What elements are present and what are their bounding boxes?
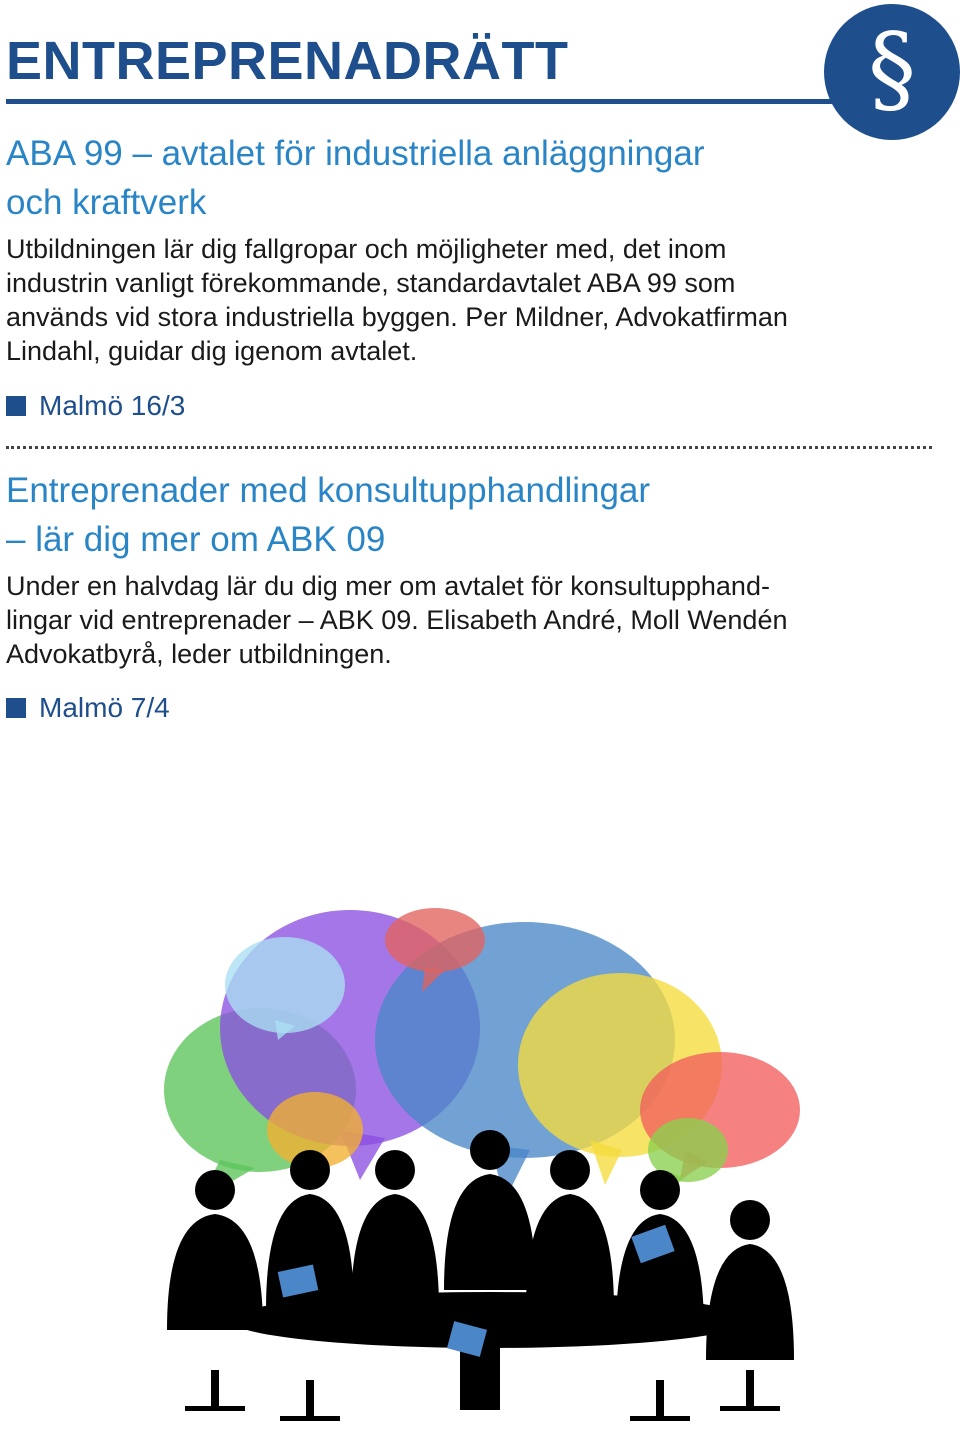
- paragraph-section-icon: [824, 4, 960, 140]
- course-description-abk09: [6, 569, 936, 671]
- course-title-line: och kraftverk: [6, 183, 207, 222]
- person-body: [706, 1244, 794, 1360]
- course-date-text: Malmö 7/4: [39, 692, 170, 723]
- speech-bubble: [385, 908, 485, 972]
- chair-stem: [656, 1380, 664, 1420]
- person-head: [290, 1150, 330, 1190]
- person-head: [195, 1170, 235, 1210]
- person-head: [550, 1150, 590, 1190]
- person-head: [730, 1200, 770, 1240]
- course-description-aba99: [6, 232, 936, 368]
- page-title: ENTREPRENADRÄTT: [6, 31, 569, 91]
- square-bullet-icon: [6, 698, 26, 718]
- chair-base: [630, 1416, 690, 1421]
- person-head: [470, 1130, 510, 1170]
- title-rule: [6, 99, 836, 104]
- chair-base: [720, 1406, 780, 1411]
- course-date-aba99: [6, 390, 185, 422]
- chair-base: [280, 1416, 340, 1421]
- description-line: lingar vid entreprenader – ABK 09. Elisabeth André, Moll Wendén: [6, 605, 788, 635]
- chair-stem: [746, 1370, 754, 1410]
- section-symbol: §: [868, 13, 916, 125]
- course-title-aba99: [6, 129, 705, 227]
- person-body: [167, 1214, 263, 1330]
- description-line: Under en halvdag lär du dig mer om avtalet för konsultupphand-: [6, 571, 770, 601]
- chair-stem: [306, 1380, 314, 1420]
- person-head: [640, 1170, 680, 1210]
- person-body: [526, 1194, 614, 1310]
- person-body: [266, 1194, 354, 1310]
- chair-base: [185, 1406, 245, 1411]
- course-title-line: ABA 99 – avtalet för industriella anläggningar: [6, 134, 705, 173]
- description-line: Lindahl, guidar dig igenom avtalet.: [6, 336, 418, 366]
- person-body: [351, 1194, 439, 1310]
- course-title-line: – lär dig mer om ABK 09: [6, 520, 386, 559]
- description-line: Advokatbyrå, leder utbildningen.: [6, 639, 392, 669]
- course-title-abk09: [6, 466, 650, 564]
- person-body: [444, 1174, 536, 1290]
- course-date-text: Malmö 16/3: [39, 390, 186, 421]
- description-line: industrin vanligt förekommande, standardavtalet ABA 99 som: [6, 268, 736, 298]
- chair-stem: [211, 1370, 219, 1410]
- speech-bubble: [225, 937, 345, 1033]
- dotted-divider: [6, 446, 932, 449]
- course-title-line: Entreprenader med konsultupphandlingar: [6, 471, 651, 510]
- description-line: Utbildningen lär dig fallgropar och möjligheter med, det inom: [6, 234, 727, 264]
- meeting-speech-bubbles-illustration: [160, 900, 800, 1438]
- square-bullet-icon: [6, 396, 26, 416]
- description-line: används vid stora industriella byggen. Per Mildner, Advokatfirman: [6, 302, 788, 332]
- person-head: [375, 1150, 415, 1190]
- course-date-abk09: [6, 692, 170, 724]
